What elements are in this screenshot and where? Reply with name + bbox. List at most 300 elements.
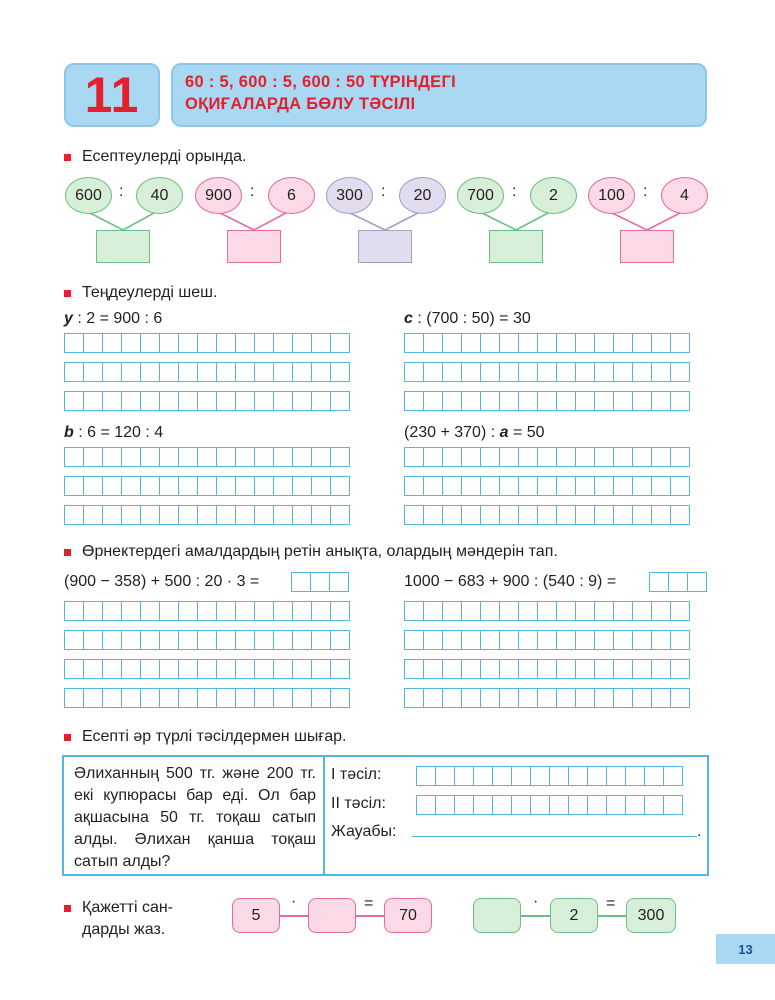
grid-cell[interactable] xyxy=(518,601,538,621)
grid-cell[interactable] xyxy=(670,688,690,708)
grid-cell[interactable] xyxy=(64,688,84,708)
answer-grid-row[interactable] xyxy=(64,688,349,708)
grid-cell[interactable] xyxy=(404,476,424,496)
grid-cell[interactable] xyxy=(442,688,462,708)
grid-cell[interactable] xyxy=(480,333,500,353)
grid-cell[interactable] xyxy=(83,476,103,496)
grid-cell[interactable] xyxy=(632,447,652,467)
grid-cell[interactable] xyxy=(102,630,122,650)
grid-cell[interactable] xyxy=(556,391,576,411)
expression-2-answer-grid[interactable] xyxy=(649,572,706,592)
grid-cell[interactable] xyxy=(83,505,103,525)
grid-cell[interactable] xyxy=(670,362,690,382)
grid-cell[interactable] xyxy=(613,601,633,621)
grid-cell[interactable] xyxy=(64,391,84,411)
grid-cell[interactable] xyxy=(651,362,671,382)
grid-cell[interactable] xyxy=(292,391,312,411)
grid-cell[interactable] xyxy=(64,333,84,353)
grid-cell[interactable] xyxy=(140,630,160,650)
grid-cell[interactable] xyxy=(480,362,500,382)
grid-cell[interactable] xyxy=(64,601,84,621)
grid-cell[interactable] xyxy=(197,391,217,411)
grid-cell[interactable] xyxy=(102,601,122,621)
grid-cell[interactable] xyxy=(197,333,217,353)
grid-cell[interactable] xyxy=(613,391,633,411)
grid-cell[interactable] xyxy=(423,447,443,467)
grid-cell[interactable] xyxy=(606,795,626,815)
grid-cell[interactable] xyxy=(556,601,576,621)
grid-cell[interactable] xyxy=(159,333,179,353)
grid-cell[interactable] xyxy=(292,476,312,496)
grid-cell[interactable] xyxy=(461,447,481,467)
grid-cell[interactable] xyxy=(575,447,595,467)
grid-cell[interactable] xyxy=(235,391,255,411)
grid-cell[interactable] xyxy=(480,659,500,679)
grid-cell[interactable] xyxy=(197,505,217,525)
grid-cell[interactable] xyxy=(197,601,217,621)
grid-cell[interactable] xyxy=(473,766,493,786)
grid-cell[interactable] xyxy=(159,688,179,708)
grid-cell[interactable] xyxy=(292,333,312,353)
grid-cell[interactable] xyxy=(416,795,436,815)
grid-cell[interactable] xyxy=(613,447,633,467)
grid-cell[interactable] xyxy=(311,476,331,496)
grid-cell[interactable] xyxy=(235,447,255,467)
grid-cell[interactable] xyxy=(518,362,538,382)
grid-cell[interactable] xyxy=(273,630,293,650)
grid-cell[interactable] xyxy=(518,505,538,525)
grid-cell[interactable] xyxy=(461,362,481,382)
grid-cell[interactable] xyxy=(273,688,293,708)
grid-cell[interactable] xyxy=(511,795,531,815)
grid-cell[interactable] xyxy=(575,505,595,525)
grid-cell[interactable] xyxy=(216,476,236,496)
grid-cell[interactable] xyxy=(575,362,595,382)
grid-cell[interactable] xyxy=(651,601,671,621)
grid-cell[interactable] xyxy=(273,476,293,496)
grid-cell[interactable] xyxy=(632,659,652,679)
grid-cell[interactable] xyxy=(292,601,312,621)
grid-cell[interactable] xyxy=(404,688,424,708)
grid-cell[interactable] xyxy=(687,572,707,592)
grid-cell[interactable] xyxy=(423,333,443,353)
grid-cell[interactable] xyxy=(83,333,103,353)
grid-cell[interactable] xyxy=(330,447,350,467)
answer-grid-row[interactable] xyxy=(404,630,689,650)
answer-grid-row[interactable] xyxy=(404,505,689,525)
grid-cell[interactable] xyxy=(311,688,331,708)
grid-cell[interactable] xyxy=(197,362,217,382)
grid-cell[interactable] xyxy=(556,659,576,679)
grid-cell[interactable] xyxy=(454,766,474,786)
grid-cell[interactable] xyxy=(499,630,519,650)
grid-cell[interactable] xyxy=(178,659,198,679)
grid-cell[interactable] xyxy=(121,688,141,708)
grid-cell[interactable] xyxy=(670,333,690,353)
grid-cell[interactable] xyxy=(254,601,274,621)
grid-cell[interactable] xyxy=(587,795,607,815)
grid-cell[interactable] xyxy=(594,362,614,382)
grid-cell[interactable] xyxy=(159,476,179,496)
pair3-answer-box[interactable] xyxy=(358,230,412,263)
grid-cell[interactable] xyxy=(254,476,274,496)
answer-grid-row[interactable] xyxy=(64,391,349,411)
grid-cell[interactable] xyxy=(330,391,350,411)
pair2-answer-box[interactable] xyxy=(227,230,281,263)
grid-cell[interactable] xyxy=(404,391,424,411)
grid-cell[interactable] xyxy=(83,688,103,708)
grid-cell[interactable] xyxy=(549,795,569,815)
grid-cell[interactable] xyxy=(140,391,160,411)
grid-cell[interactable] xyxy=(461,505,481,525)
grid-cell[interactable] xyxy=(254,362,274,382)
grid-cell[interactable] xyxy=(291,572,311,592)
grid-cell[interactable] xyxy=(670,447,690,467)
grid-cell[interactable] xyxy=(644,795,664,815)
grid-cell[interactable] xyxy=(442,601,462,621)
grid-cell[interactable] xyxy=(140,688,160,708)
grid-cell[interactable] xyxy=(311,333,331,353)
grid-cell[interactable] xyxy=(329,572,349,592)
grid-cell[interactable] xyxy=(292,505,312,525)
method-2-grid[interactable] xyxy=(416,795,682,815)
grid-cell[interactable] xyxy=(311,659,331,679)
grid-cell[interactable] xyxy=(235,630,255,650)
grid-cell[interactable] xyxy=(159,630,179,650)
grid-cell[interactable] xyxy=(178,601,198,621)
grid-cell[interactable] xyxy=(102,476,122,496)
grid-cell[interactable] xyxy=(273,601,293,621)
grid-cell[interactable] xyxy=(649,572,669,592)
grid-cell[interactable] xyxy=(159,659,179,679)
grid-cell[interactable] xyxy=(556,505,576,525)
grid-cell[interactable] xyxy=(442,447,462,467)
grid-cell[interactable] xyxy=(178,391,198,411)
grid-cell[interactable] xyxy=(480,505,500,525)
grid-cell[interactable] xyxy=(575,688,595,708)
grid-cell[interactable] xyxy=(480,601,500,621)
answer-grid-row[interactable] xyxy=(404,476,689,496)
grid-cell[interactable] xyxy=(273,505,293,525)
grid-cell[interactable] xyxy=(404,601,424,621)
grid-cell[interactable] xyxy=(556,362,576,382)
grid-cell[interactable] xyxy=(235,659,255,679)
grid-cell[interactable] xyxy=(644,766,664,786)
answer-grid-row[interactable] xyxy=(64,362,349,382)
grid-cell[interactable] xyxy=(292,688,312,708)
grid-cell[interactable] xyxy=(625,766,645,786)
grid-cell[interactable] xyxy=(121,505,141,525)
answer-grid-row[interactable] xyxy=(64,333,349,353)
grid-cell[interactable] xyxy=(330,659,350,679)
grid-cell[interactable] xyxy=(461,688,481,708)
grid-cell[interactable] xyxy=(404,659,424,679)
grid-cell[interactable] xyxy=(273,659,293,679)
grid-cell[interactable] xyxy=(121,630,141,650)
grid-cell[interactable] xyxy=(330,688,350,708)
grid-cell[interactable] xyxy=(556,476,576,496)
grid-cell[interactable] xyxy=(140,447,160,467)
grid-cell[interactable] xyxy=(556,333,576,353)
grid-cell[interactable] xyxy=(64,362,84,382)
grid-cell[interactable] xyxy=(594,505,614,525)
grid-cell[interactable] xyxy=(518,333,538,353)
grid-cell[interactable] xyxy=(537,505,557,525)
answer-grid-row[interactable] xyxy=(404,447,689,467)
grid-cell[interactable] xyxy=(292,447,312,467)
grid-cell[interactable] xyxy=(235,362,255,382)
grid-cell[interactable] xyxy=(632,391,652,411)
grid-cell[interactable] xyxy=(273,391,293,411)
grid-cell[interactable] xyxy=(178,505,198,525)
grid-cell[interactable] xyxy=(292,659,312,679)
grid-cell[interactable] xyxy=(651,505,671,525)
grid-cell[interactable] xyxy=(121,659,141,679)
grid-cell[interactable] xyxy=(499,476,519,496)
grid-cell[interactable] xyxy=(492,795,512,815)
grid-cell[interactable] xyxy=(235,601,255,621)
grid-cell[interactable] xyxy=(83,659,103,679)
answer-grid-row[interactable] xyxy=(64,659,349,679)
grid-cell[interactable] xyxy=(216,659,236,679)
grid-cell[interactable] xyxy=(663,795,683,815)
grid-cell[interactable] xyxy=(404,333,424,353)
grid-cell[interactable] xyxy=(254,391,274,411)
grid-cell[interactable] xyxy=(102,505,122,525)
grid-cell[interactable] xyxy=(632,476,652,496)
grid-cell[interactable] xyxy=(216,601,236,621)
grid-cell[interactable] xyxy=(64,476,84,496)
grid-cell[interactable] xyxy=(473,795,493,815)
answer-grid-row[interactable] xyxy=(404,659,689,679)
grid-cell[interactable] xyxy=(518,630,538,650)
grid-cell[interactable] xyxy=(273,362,293,382)
grid-cell[interactable] xyxy=(423,659,443,679)
grid-cell[interactable] xyxy=(480,688,500,708)
grid-cell[interactable] xyxy=(330,630,350,650)
answer-grid-row[interactable] xyxy=(64,476,349,496)
grid-cell[interactable] xyxy=(663,766,683,786)
grid-cell[interactable] xyxy=(64,659,84,679)
grid-cell[interactable] xyxy=(594,476,614,496)
grid-cell[interactable] xyxy=(461,601,481,621)
grid-cell[interactable] xyxy=(670,505,690,525)
grid-cell[interactable] xyxy=(140,362,160,382)
grid-cell[interactable] xyxy=(575,391,595,411)
grid-cell[interactable] xyxy=(651,630,671,650)
grid-cell[interactable] xyxy=(587,766,607,786)
grid-cell[interactable] xyxy=(568,795,588,815)
grid-cell[interactable] xyxy=(461,476,481,496)
grid-cell[interactable] xyxy=(499,333,519,353)
grid-cell[interactable] xyxy=(197,630,217,650)
grid-cell[interactable] xyxy=(254,333,274,353)
grid-cell[interactable] xyxy=(254,688,274,708)
grid-cell[interactable] xyxy=(537,659,557,679)
grid-cell[interactable] xyxy=(310,572,330,592)
grid-cell[interactable] xyxy=(556,630,576,650)
grid-cell[interactable] xyxy=(549,766,569,786)
grid-cell[interactable] xyxy=(594,659,614,679)
grid-cell[interactable] xyxy=(575,476,595,496)
grid-cell[interactable] xyxy=(330,601,350,621)
grid-cell[interactable] xyxy=(492,766,512,786)
answer-grid-row[interactable] xyxy=(404,391,689,411)
grid-cell[interactable] xyxy=(499,505,519,525)
grid-cell[interactable] xyxy=(140,505,160,525)
grid-cell[interactable] xyxy=(606,766,626,786)
grid-cell[interactable] xyxy=(442,476,462,496)
grid-cell[interactable] xyxy=(651,688,671,708)
grid-cell[interactable] xyxy=(480,391,500,411)
grid-cell[interactable] xyxy=(216,447,236,467)
grid-cell[interactable] xyxy=(292,362,312,382)
grid-cell[interactable] xyxy=(594,601,614,621)
grid-cell[interactable] xyxy=(499,659,519,679)
grid-cell[interactable] xyxy=(330,476,350,496)
grid-cell[interactable] xyxy=(159,391,179,411)
grid-cell[interactable] xyxy=(613,505,633,525)
answer-grid-row[interactable] xyxy=(404,333,689,353)
grid-cell[interactable] xyxy=(140,333,160,353)
grid-cell[interactable] xyxy=(499,362,519,382)
grid-cell[interactable] xyxy=(121,362,141,382)
grid-cell[interactable] xyxy=(102,362,122,382)
grid-cell[interactable] xyxy=(423,630,443,650)
grid-cell[interactable] xyxy=(121,601,141,621)
grid-cell[interactable] xyxy=(140,476,160,496)
grid-cell[interactable] xyxy=(121,333,141,353)
grid-cell[interactable] xyxy=(83,391,103,411)
eq2-missing-factor-box[interactable] xyxy=(473,898,521,933)
grid-cell[interactable] xyxy=(518,447,538,467)
grid-cell[interactable] xyxy=(594,391,614,411)
grid-cell[interactable] xyxy=(537,688,557,708)
grid-cell[interactable] xyxy=(537,391,557,411)
grid-cell[interactable] xyxy=(613,688,633,708)
grid-cell[interactable] xyxy=(254,659,274,679)
grid-cell[interactable] xyxy=(511,766,531,786)
grid-cell[interactable] xyxy=(216,362,236,382)
grid-cell[interactable] xyxy=(518,476,538,496)
grid-cell[interactable] xyxy=(632,333,652,353)
grid-cell[interactable] xyxy=(235,505,255,525)
grid-cell[interactable] xyxy=(159,362,179,382)
grid-cell[interactable] xyxy=(235,476,255,496)
grid-cell[interactable] xyxy=(423,601,443,621)
grid-cell[interactable] xyxy=(102,447,122,467)
grid-cell[interactable] xyxy=(197,659,217,679)
grid-cell[interactable] xyxy=(121,476,141,496)
expression-1-answer-grid[interactable] xyxy=(291,572,348,592)
grid-cell[interactable] xyxy=(442,630,462,650)
grid-cell[interactable] xyxy=(568,766,588,786)
grid-cell[interactable] xyxy=(651,447,671,467)
grid-cell[interactable] xyxy=(537,447,557,467)
grid-cell[interactable] xyxy=(311,630,331,650)
grid-cell[interactable] xyxy=(670,601,690,621)
grid-cell[interactable] xyxy=(670,630,690,650)
grid-cell[interactable] xyxy=(556,447,576,467)
grid-cell[interactable] xyxy=(83,362,103,382)
grid-cell[interactable] xyxy=(404,362,424,382)
grid-cell[interactable] xyxy=(670,476,690,496)
grid-cell[interactable] xyxy=(216,391,236,411)
grid-cell[interactable] xyxy=(625,795,645,815)
grid-cell[interactable] xyxy=(518,688,538,708)
grid-cell[interactable] xyxy=(216,630,236,650)
grid-cell[interactable] xyxy=(140,601,160,621)
grid-cell[interactable] xyxy=(594,447,614,467)
grid-cell[interactable] xyxy=(613,362,633,382)
grid-cell[interactable] xyxy=(423,505,443,525)
grid-cell[interactable] xyxy=(311,447,331,467)
grid-cell[interactable] xyxy=(330,362,350,382)
grid-cell[interactable] xyxy=(330,333,350,353)
grid-cell[interactable] xyxy=(594,688,614,708)
grid-cell[interactable] xyxy=(537,630,557,650)
grid-cell[interactable] xyxy=(273,333,293,353)
grid-cell[interactable] xyxy=(423,688,443,708)
grid-cell[interactable] xyxy=(102,659,122,679)
answer-grid-row[interactable] xyxy=(64,601,349,621)
eq1-missing-factor-box[interactable] xyxy=(308,898,356,933)
grid-cell[interactable] xyxy=(442,505,462,525)
grid-cell[interactable] xyxy=(454,795,474,815)
grid-cell[interactable] xyxy=(83,447,103,467)
grid-cell[interactable] xyxy=(159,601,179,621)
grid-cell[interactable] xyxy=(632,630,652,650)
grid-cell[interactable] xyxy=(537,333,557,353)
grid-cell[interactable] xyxy=(159,447,179,467)
grid-cell[interactable] xyxy=(651,659,671,679)
grid-cell[interactable] xyxy=(140,659,160,679)
grid-cell[interactable] xyxy=(102,391,122,411)
grid-cell[interactable] xyxy=(632,688,652,708)
grid-cell[interactable] xyxy=(537,362,557,382)
grid-cell[interactable] xyxy=(442,659,462,679)
grid-cell[interactable] xyxy=(575,630,595,650)
grid-cell[interactable] xyxy=(404,630,424,650)
grid-cell[interactable] xyxy=(404,505,424,525)
grid-cell[interactable] xyxy=(668,572,688,592)
grid-cell[interactable] xyxy=(64,505,84,525)
grid-cell[interactable] xyxy=(311,505,331,525)
pair1-answer-box[interactable] xyxy=(96,230,150,263)
grid-cell[interactable] xyxy=(651,476,671,496)
grid-cell[interactable] xyxy=(404,447,424,467)
grid-cell[interactable] xyxy=(311,391,331,411)
grid-cell[interactable] xyxy=(83,601,103,621)
grid-cell[interactable] xyxy=(423,391,443,411)
grid-cell[interactable] xyxy=(435,766,455,786)
grid-cell[interactable] xyxy=(461,391,481,411)
grid-cell[interactable] xyxy=(613,333,633,353)
grid-cell[interactable] xyxy=(159,505,179,525)
grid-cell[interactable] xyxy=(575,659,595,679)
grid-cell[interactable] xyxy=(64,447,84,467)
grid-cell[interactable] xyxy=(254,630,274,650)
grid-cell[interactable] xyxy=(83,630,103,650)
grid-cell[interactable] xyxy=(499,688,519,708)
grid-cell[interactable] xyxy=(178,476,198,496)
grid-cell[interactable] xyxy=(121,447,141,467)
method-1-grid[interactable] xyxy=(416,766,682,786)
answer-grid-row[interactable] xyxy=(64,447,349,467)
grid-cell[interactable] xyxy=(613,630,633,650)
grid-cell[interactable] xyxy=(254,505,274,525)
grid-cell[interactable] xyxy=(480,476,500,496)
